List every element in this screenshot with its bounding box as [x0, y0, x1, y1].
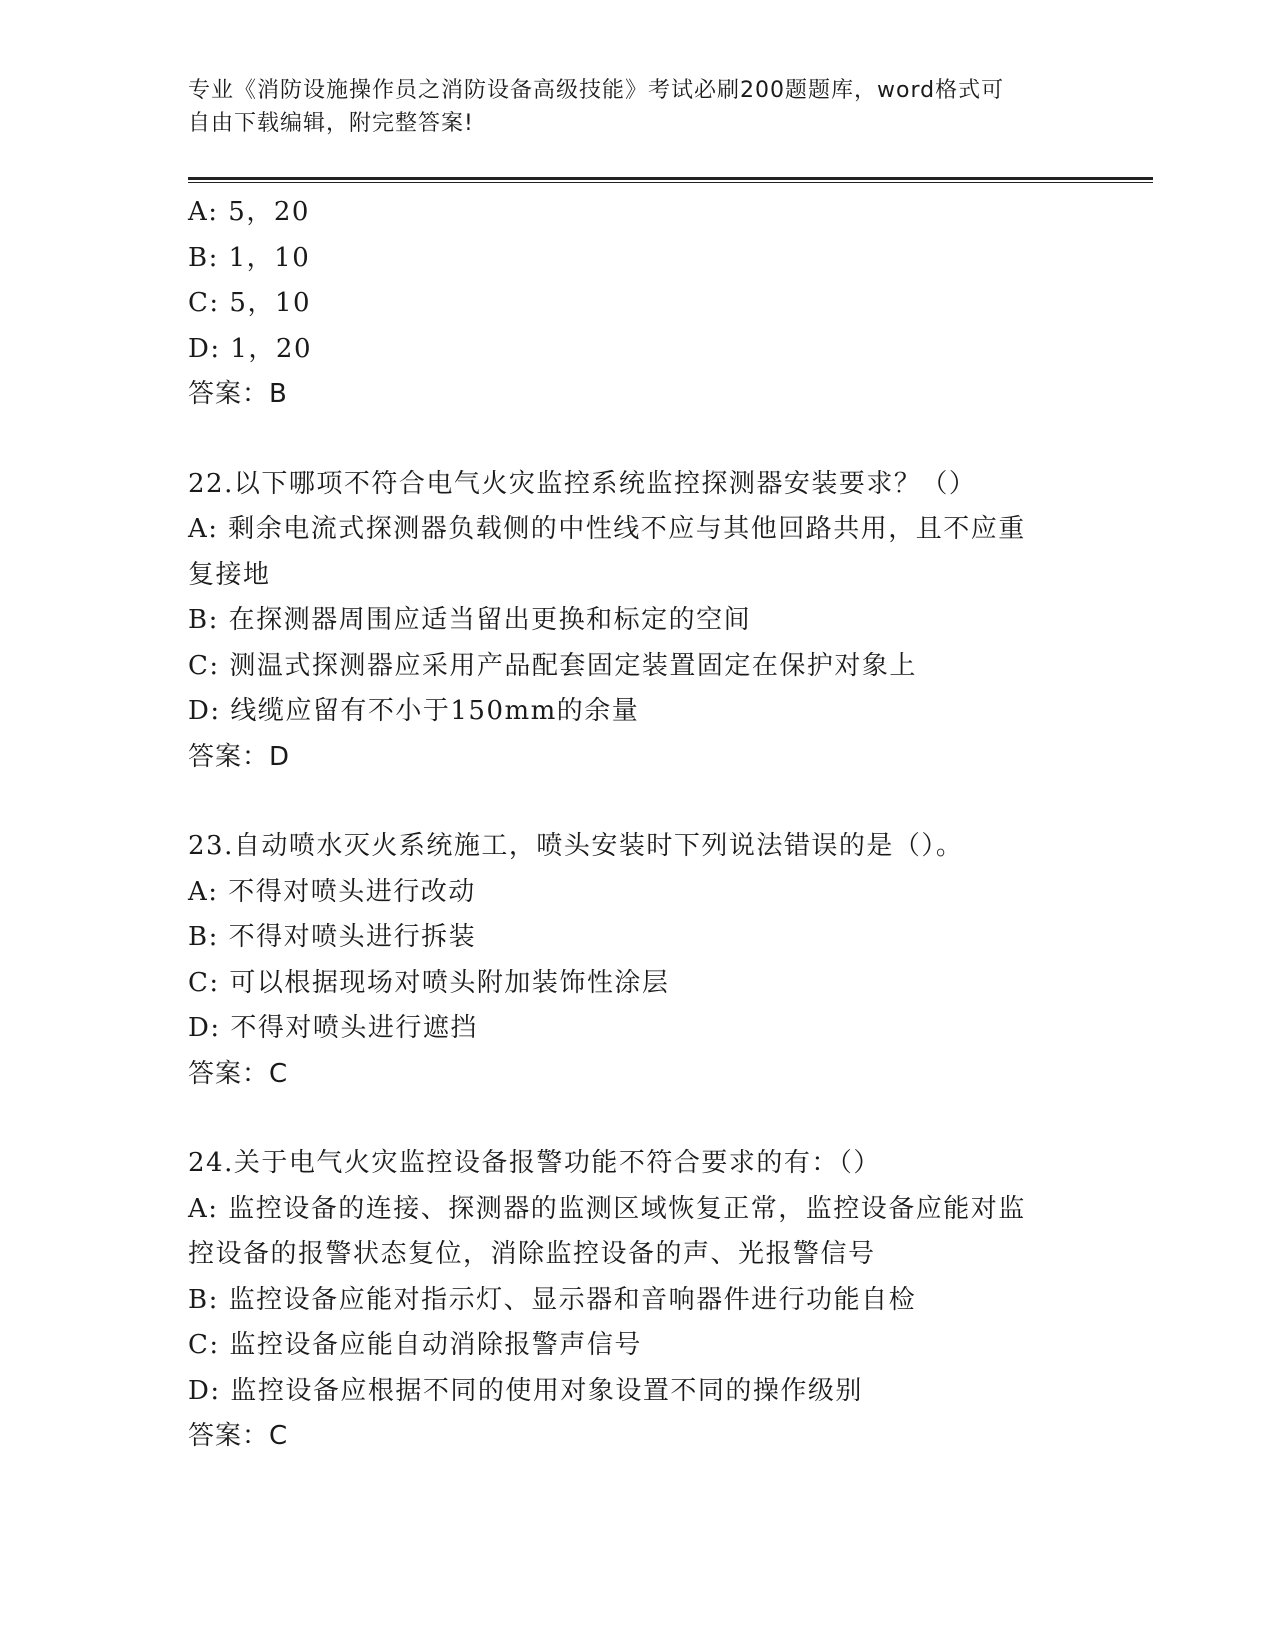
option-a: A: 监控设备的连接、探测器的监测区域恢复正常，监控设备应能对监: [188, 1193, 1026, 1224]
option-a: A: 不得对喷头进行改动: [188, 876, 476, 907]
answer-text: 答案：C: [188, 1421, 289, 1451]
question-block-21: [188, 190, 1088, 418]
spacer: [188, 1097, 1088, 1141]
option-c: C: 可以根据现场对喷头附加装饰性涂层: [188, 967, 670, 998]
question-block-23: [188, 824, 1088, 1097]
question-text: 22.以下哪项不符合电气火灾监控系统监控探测器安装要求？（）: [188, 468, 977, 499]
option-c: C: 监控设备应能自动消除报警声信号: [188, 1330, 642, 1360]
answer-text: 答案：C: [188, 1058, 289, 1089]
spacer: [188, 418, 1088, 462]
header-line-1: 专业《消防设施操作员之消防设备高级技能》考试必刷200题题库，word格式可: [188, 78, 1005, 103]
option-d: D: 监控设备应根据不同的使用对象设置不同的操作级别: [188, 1375, 863, 1406]
question-block-22: [188, 462, 1088, 781]
question-content: [188, 190, 1088, 1460]
document-header: [188, 74, 1088, 140]
spacer: [188, 780, 1088, 824]
option-a-continued: 控设备的报警状态复位，消除监控设备的声、光报警信号: [188, 1239, 876, 1269]
option-b: B: 不得对喷头进行拆装: [188, 922, 477, 952]
option-a: A: 5，20: [188, 197, 310, 227]
option-d: D: 线缆应留有不小于150mm的余量: [188, 696, 640, 726]
option-a: A: 剩余电流式探测器负载侧的中性线不应与其他回路共用，且不应重: [188, 514, 1026, 544]
option-a-continued: 复接地: [188, 559, 271, 590]
question-text: 24.关于电气火灾监控设备报警功能不符合要求的有：（）: [188, 1148, 881, 1178]
option-b: B: 监控设备应能对指示灯、显示器和音响器件进行功能自检: [188, 1284, 917, 1315]
question-text: 23.自动喷水灭火系统施工，喷头安装时下列说法错误的是（）。: [188, 831, 964, 861]
option-b: B: 1，10: [188, 242, 311, 273]
option-c: C: 测温式探测器应采用产品配套固定装置固定在保护对象上: [188, 650, 917, 681]
header-rule-thick: [188, 177, 1153, 180]
answer-text: 答案：D: [188, 741, 291, 772]
header-rule-thin: [188, 182, 1153, 183]
option-d: D: 不得对喷头进行遮挡: [188, 1013, 478, 1043]
option-c: C: 5，10: [188, 288, 312, 318]
answer-text: 答案：B: [188, 379, 288, 409]
option-b: B: 在探测器周围应适当留出更换和标定的空间: [188, 605, 752, 635]
header-line-2: 自由下载编辑，附完整答案!: [188, 111, 474, 136]
question-block-24: [188, 1141, 1088, 1460]
option-d: D: 1，20: [188, 333, 312, 364]
